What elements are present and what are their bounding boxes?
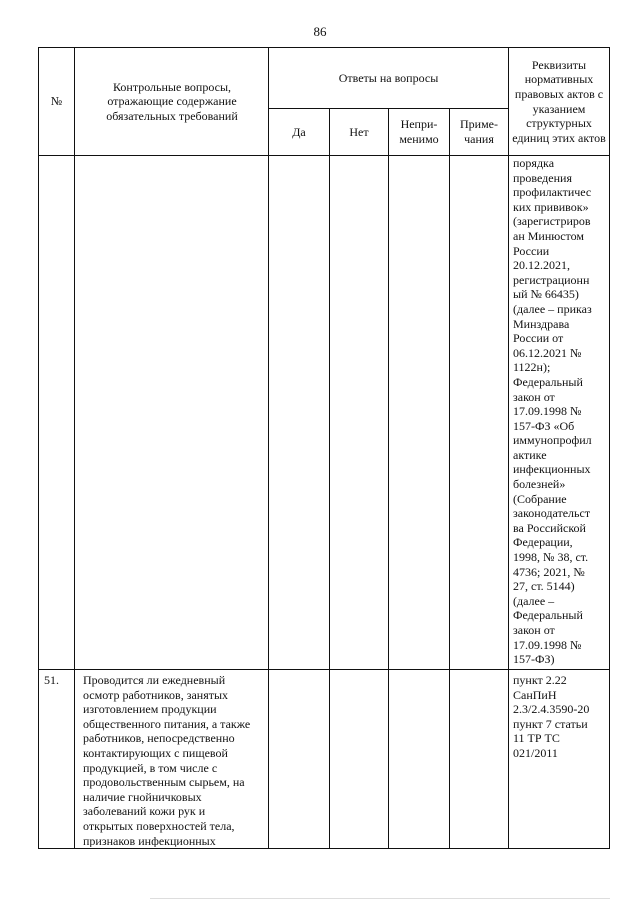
col-divider-yes [329,108,330,849]
row-51-number: 51. [44,673,59,687]
col-divider-questions [268,47,269,849]
header-no: Нет [349,124,369,139]
scan-edge [150,898,610,899]
page-number: 86 [313,24,327,39]
col-divider-no [388,108,389,849]
row-divider [38,669,610,670]
table-right-border [609,47,610,849]
header-answers: Ответы на вопросы [338,70,439,85]
row-51-requisites: пункт 2.22 СанПиН 2.3/2.4.3590-20 пункт 7 статьи 11 ТР ТС 021/2011 [513,673,590,760]
header-requisites: Реквизиты нормативных правовых актов с указанием структурных единиц этих актов [512,57,606,145]
checklist-table [38,47,610,849]
table-bottom-border [38,848,610,849]
header-yes: Да [292,124,306,139]
header-not-applicable: Непри- менимо [399,117,439,146]
row-51-question: Проводится ли ежедневный осмотр работников, занятых изготовлением продукции общественного питания, а также работников, непосредственно контактирующих с пищевой продукцией, в том числе с продовольственным сырьем, на наличие гнойничковых заболеваний кожи рук и открытых поверхностей тела, признаков инфекционных [83,673,251,847]
col-divider-na [449,108,450,849]
header-questions: Контрольные вопросы, отражающие содержание обязательных требований [106,79,238,123]
row-continuation-requisites: порядка проведения профилактичес ких прививок» (зарегистриров ан Минюстом России 20.12.2021, регистрационн ый № 66435) (далее – приказ Минздрава России от 06.12.2021 № 1122н); Федеральный закон от 17.09.1998 № 157-ФЗ «Об иммунопрофил актике инфекционных болезней» (Собрание законодательст ва Российской Федерации, 1998, № 38, ст. 4736; 2021, № 27, ст. 5144) (далее – Федеральный закон от 17.09.1998 № 157-ФЗ) [513,156,592,667]
col-divider-num [74,47,75,849]
col-divider-answers [508,47,509,849]
header-notes: Приме- чания [459,117,498,146]
table-left-border [38,47,39,849]
header-num: № [50,94,63,109]
